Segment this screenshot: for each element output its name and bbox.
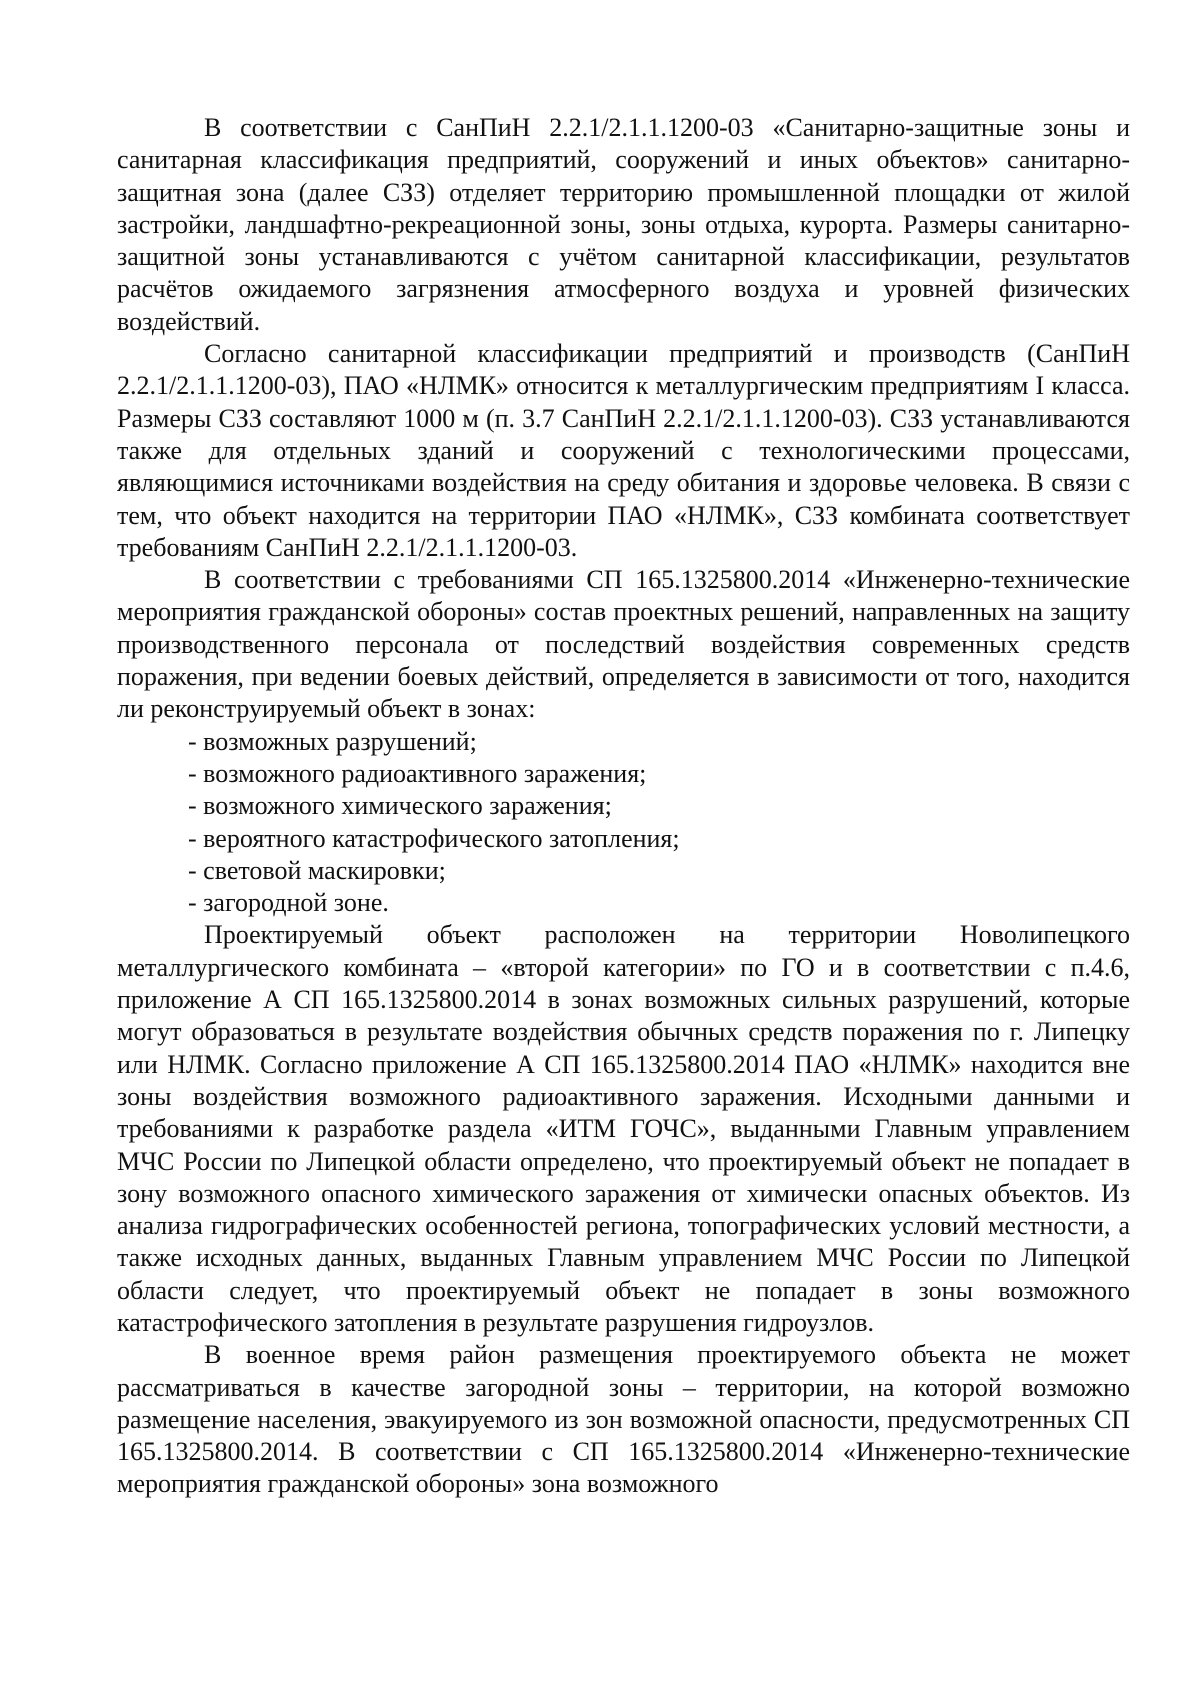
zone-list bbox=[117, 726, 1130, 920]
paragraph-wartime-zone: В военное время район размещения проектируемого объекта не может рассматриваться в качестве загородной зоны – территории, на которой возможно размещение населения, эвакуируемого из зон возможной опасности, предусмотренных СП 165.1325800.2014. В соответствии с СП 165.1325800.2014 «Инженерно-технические мероприятия гражданской обороны» зона возможного bbox=[117, 1340, 1130, 1499]
list-item: - вероятного катастрофического затопления; bbox=[188, 823, 680, 853]
list-item: - возможных разрушений; bbox=[188, 726, 477, 756]
list-item: - возможного химического заражения; bbox=[188, 791, 612, 821]
paragraph-sanitary-zone: В соответствии с СанПиН 2.2.1/2.1.1.1200-03 «Санитарно-защитные зоны и санитарная классификация предприятий, сооружений и иных объектов» санитарно-защитная зона (далее СЗЗ) отделяет территорию промышленной площадки от жилой застройки, ландшафтно-рекреационной зоны, зоны отдыха, курорта. Размеры санитарно-защитной зоны устанавливаются с учётом санитарной классификации, результатов расчётов ожидаемого загрязнения атмосферного воздуха и уровней физических воздействий. bbox=[117, 113, 1130, 336]
list-item: - загородной зоне. bbox=[188, 888, 389, 918]
list-item: - световой маскировки; bbox=[188, 855, 446, 885]
document-body bbox=[117, 112, 1130, 1501]
paragraph-project-location: Проектируемый объект расположен на территории Новолипецкого металлургического комбината – «второй категории» по ГО и в соответствии с п.4.6, приложение А СП 165.1325800.2014 в зонах возможных сильных разрушений, которые могут образоваться в результате воздействия обычных средств поражения по г. Липецку или НЛМК. Согласно приложение А СП 165.1325800.2014 ПАО «НЛМК» находится вне зоны воздействия возможного радиоактивного заражения. Исходными данными и требованиями к разработке раздела «ИТМ ГОЧС», выданными Главным управлением МЧС России по Липецкой области определено, что проектируемый объект не попадает в зону возможного опасного химического заражения от химически опасных объектов. Из анализа гидрографических особенностей региона, топографических условий местности, а также исходных данных, выданных Главным управлением МЧС России по Липецкой области следует, что проектируемый объект не попадает в зоны возможного катастрофического затопления в результате разрушения гидроузлов. bbox=[117, 920, 1130, 1337]
paragraph-sanitary-classification: Согласно санитарной классификации предприятий и производств (СанПиН 2.2.1/2.1.1.1200-03), ПАО «НЛМК» относится к металлургическим предприятиям I класса. Размеры СЗЗ составляют 1000 м (п. 3.7 СанПиН 2.2.1/2.1.1.1200-03). СЗЗ устанавливаются также для отдельных зданий и сооружений с технологическими процессами, являющимися источниками воздействия на среду обитания и здоровье человека. В связи с тем, что объект находится на территории ПАО «НЛМК», СЗЗ комбината соответствует требованиям СанПиН 2.2.1/2.1.1.1200-03. bbox=[117, 339, 1130, 562]
list-item: - возможного радиоактивного заражения; bbox=[188, 758, 647, 788]
paragraph-civil-defense-requirements: В соответствии с требованиями СП 165.1325800.2014 «Инженерно-технические мероприятия гражданской обороны» состав проектных решений, направленных на защиту производственного персонала от последствий воздействия современных средств поражения, при ведении боевых действий, определяется в зависимости от того, находится ли реконструируемый объект в зонах: bbox=[117, 565, 1130, 724]
